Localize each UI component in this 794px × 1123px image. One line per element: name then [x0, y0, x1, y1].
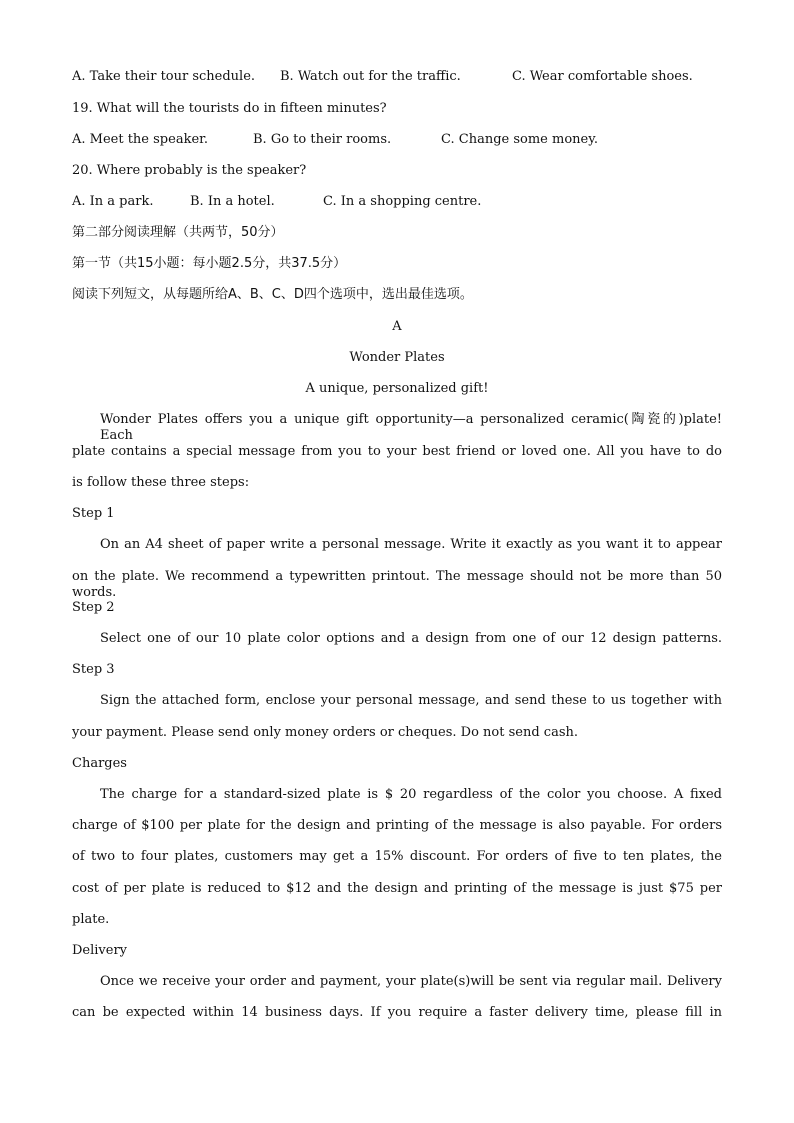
q20-options — [72, 194, 481, 210]
q20-option-b: B. In a hotel. — [190, 194, 275, 209]
step2-heading: Step 2 — [72, 600, 115, 615]
q20-question: 20. Where probably is the speaker? — [72, 163, 307, 178]
q20-option-a: A. In a park. — [72, 194, 154, 209]
q18-options — [72, 69, 693, 85]
step1-line-1: On an A4 sheet of paper write a personal message. Write it exactly as you want it to appear — [100, 537, 722, 552]
delivery-line-2: can be expected within 14 business days. If you require a faster delivery time, please fill in — [72, 1005, 722, 1020]
q19-option-b: B. Go to their rooms. — [253, 132, 392, 147]
step1-heading: Step 1 — [72, 506, 115, 521]
charges-line-1: The charge for a standard-sized plate is $ 20 regardless of the color you choose. A fixed — [100, 787, 722, 802]
charges-heading: Charges — [72, 756, 127, 771]
intro-line-1: Wonder Plates offers you a unique gift opportunity—a personalized ceramic(陶瓷的)plate! Each — [100, 412, 722, 443]
instructions: 阅读下列短文，从每题所给A、B、C、D四个选项中，选出最佳选项。 — [72, 287, 473, 302]
q19-options — [72, 132, 598, 148]
charges-line-5: plate. — [72, 912, 110, 927]
q19-option-c: C. Change some money. — [441, 132, 598, 147]
charges-line-2: charge of $100 per plate for the design and printing of the message is also payable. For orders — [72, 818, 722, 833]
step2-line-1: Select one of our 10 plate color options and a design from one of our 12 design patterns. — [100, 631, 722, 646]
delivery-heading: Delivery — [72, 943, 128, 958]
delivery-line-1: Once we receive your order and payment, your plate(s)will be sent via regular mail. Delivery — [100, 974, 722, 989]
step1-line-2: on the plate. We recommend a typewritten printout. The message should not be more than 50 words. — [72, 569, 722, 600]
step3-line-1: Sign the attached form, enclose your personal message, and send these to us together with — [100, 693, 722, 708]
q18-option-b: B. Watch out for the traffic. — [280, 69, 461, 84]
q18-option-c: C. Wear comfortable shoes. — [512, 69, 693, 84]
passage-subtitle: A unique, personalized gift! — [305, 381, 489, 396]
charges-line-4: cost of per plate is reduced to $12 and the design and printing of the message is just $75 per — [72, 881, 722, 896]
intro-line-2: plate contains a special message from you to your best friend or loved one. All you have to do — [72, 444, 722, 459]
passage-title: Wonder Plates — [349, 350, 445, 365]
q20-option-c: C. In a shopping centre. — [323, 194, 482, 209]
intro-line-3: is follow these three steps: — [72, 475, 250, 490]
q18-option-a: A. Take their tour schedule. — [72, 69, 256, 84]
charges-line-3: of two to four plates, customers may get a 15% discount. For orders of five to ten plates, the — [72, 849, 722, 864]
q19-question: 19. What will the tourists do in fifteen minutes? — [72, 101, 387, 116]
passage-letter: A — [392, 319, 402, 334]
step3-line-2: your payment. Please send only money orders or cheques. Do not send cash. — [72, 725, 579, 740]
subsection-heading: 第一节（共15小题：每小题2.5分，共37.5分） — [72, 256, 347, 271]
step3-heading: Step 3 — [72, 662, 115, 677]
q19-option-a: A. Meet the speaker. — [72, 132, 209, 147]
part-heading: 第二部分阅读理解（共两节，50分） — [72, 225, 284, 240]
